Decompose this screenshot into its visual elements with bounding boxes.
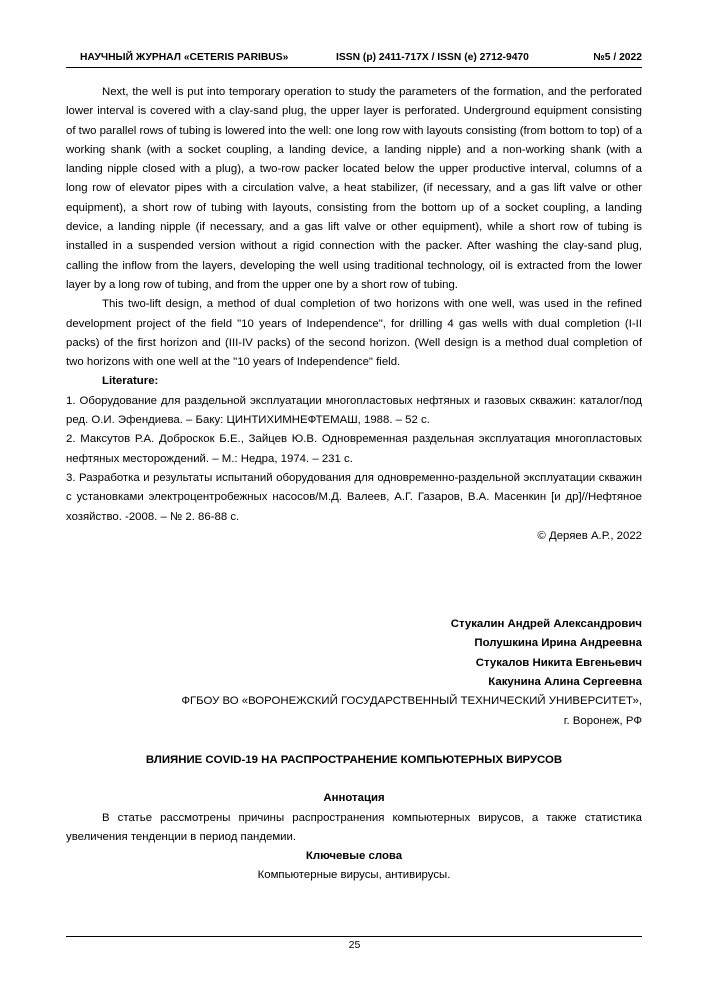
author-name: Полушкина Ирина Андреевна [474, 637, 642, 650]
author-name: Стукалин Андрей Александрович [450, 618, 642, 631]
issue-number: №5 / 2022 [593, 52, 642, 63]
author-list [66, 615, 642, 692]
page-number: 25 [348, 939, 361, 951]
abstract-heading: Аннотация [323, 792, 385, 805]
author-name: Стукалов Никита Евгеньевич [475, 656, 642, 669]
reference-item: 1. Оборудование для раздельной эксплуатации многопластовых нефтяных и газовых скважин: каталог/под ред. О.И. Эфендиева. – Баку: ЦИНТИХИМНЕФТЕМАШ, 1988. – 52 с. [66, 394, 642, 427]
issn-line: ISSN (p) 2411-717X / ISSN (e) 2712-9470 [336, 52, 529, 63]
journal-name: НАУЧНЫЙ ЖУРНАЛ «CETERIS PARIBUS» [80, 52, 289, 63]
abstract-text: В статье рассмотрены причины распространения компьютерных вирусов, а также статистика увеличения тенденции в период пандемии. [66, 811, 642, 843]
body-paragraph: This two-lift design, a method of dual completion of two horizons with one well, was used in the refined development project of the field "10 years of Independence", for drilling 4 gas wells with dual completion (I-II packs) of the first horizon and (III-IV packs) of the second horizon. (Well design is a method dual completion of two horizons with one well at the "10 years of Independence" field. [66, 298, 642, 369]
keywords-heading: Ключевые слова [305, 850, 403, 863]
reference-item: 2. Максутов Р.А. Доброскок Б.Е., Зайцев Ю.В. Одновременная раздельная эксплуатация многопластовых нефтяных месторождений. – М.: Недра, 1974. – 231 с. [66, 433, 642, 465]
affiliation: ФГБОУ ВО «ВОРОНЕЖСКИЙ ГОСУДАРСТВЕННЫЙ ТЕХНИЧЕСКИЙ УНИВЕРСИТЕТ», [181, 695, 642, 708]
keywords-text: Компьютерные вирусы, антивирусы. [257, 869, 451, 882]
affiliation-city: г. Воронеж, РФ [563, 714, 642, 727]
page-body [66, 83, 642, 886]
author-name: Какунина Алина Сергеевна [488, 676, 642, 689]
footer-divider [66, 936, 642, 937]
body-paragraph: Next, the well is put into temporary operation to study the parameters of the formation, and the perforated lower interval is covered with a clay-sand plug, the upper layer is perforated. Underground equipment consisting of two parallel rows of tubing is lowered into the well: one long row with layouts consisting (from bottom to top) of a working shank (with a socket coupling, a landing device, a landing nipple) and a non-working shank (with a landing nipple closed with a plug), a two-row packer located below the upper productive interval, columns of a long row of elevator pipes with a circulation valve, a heat stabilizer, (if necessary, and a gas lift valve or other equipment), a short row of tubing with layouts, consisting from the bottom up of a socket coupling, a landing device, a landing nipple (if necessary, and a gas lift valve or other equipment), while a short row of tubing is installed in a suspended version without a rigid connection with the packer. After washing the clay-sand plug, calling the inflow from the layers, developing the well using traditional technology, oil is extracted from the lower layer by a long row of tubing, and from the upper one by a short row of tubing. [66, 86, 642, 291]
copyright-line: © Деряев А.Р., 2022 [537, 529, 642, 542]
article-title: ВЛИЯНИЕ COVID-19 НА РАСПРОСТРАНЕНИЕ КОМПЬЮТЕРНЫХ ВИРУСОВ [145, 753, 563, 766]
reference-item: 3. Разработка и результаты испытаний оборудования для одновременно-раздельной эксплуатации скважин с установками электроцентробежных насосов/М.Д. Валеев, А.Г. Газаров, В.А. Масенкин [и др]//Нефтяное хозяйство. -2008. – № 2. 86-88 с. [66, 471, 642, 523]
header-divider [66, 67, 642, 68]
running-header [66, 51, 642, 65]
literature-heading: Literature: [102, 375, 159, 388]
